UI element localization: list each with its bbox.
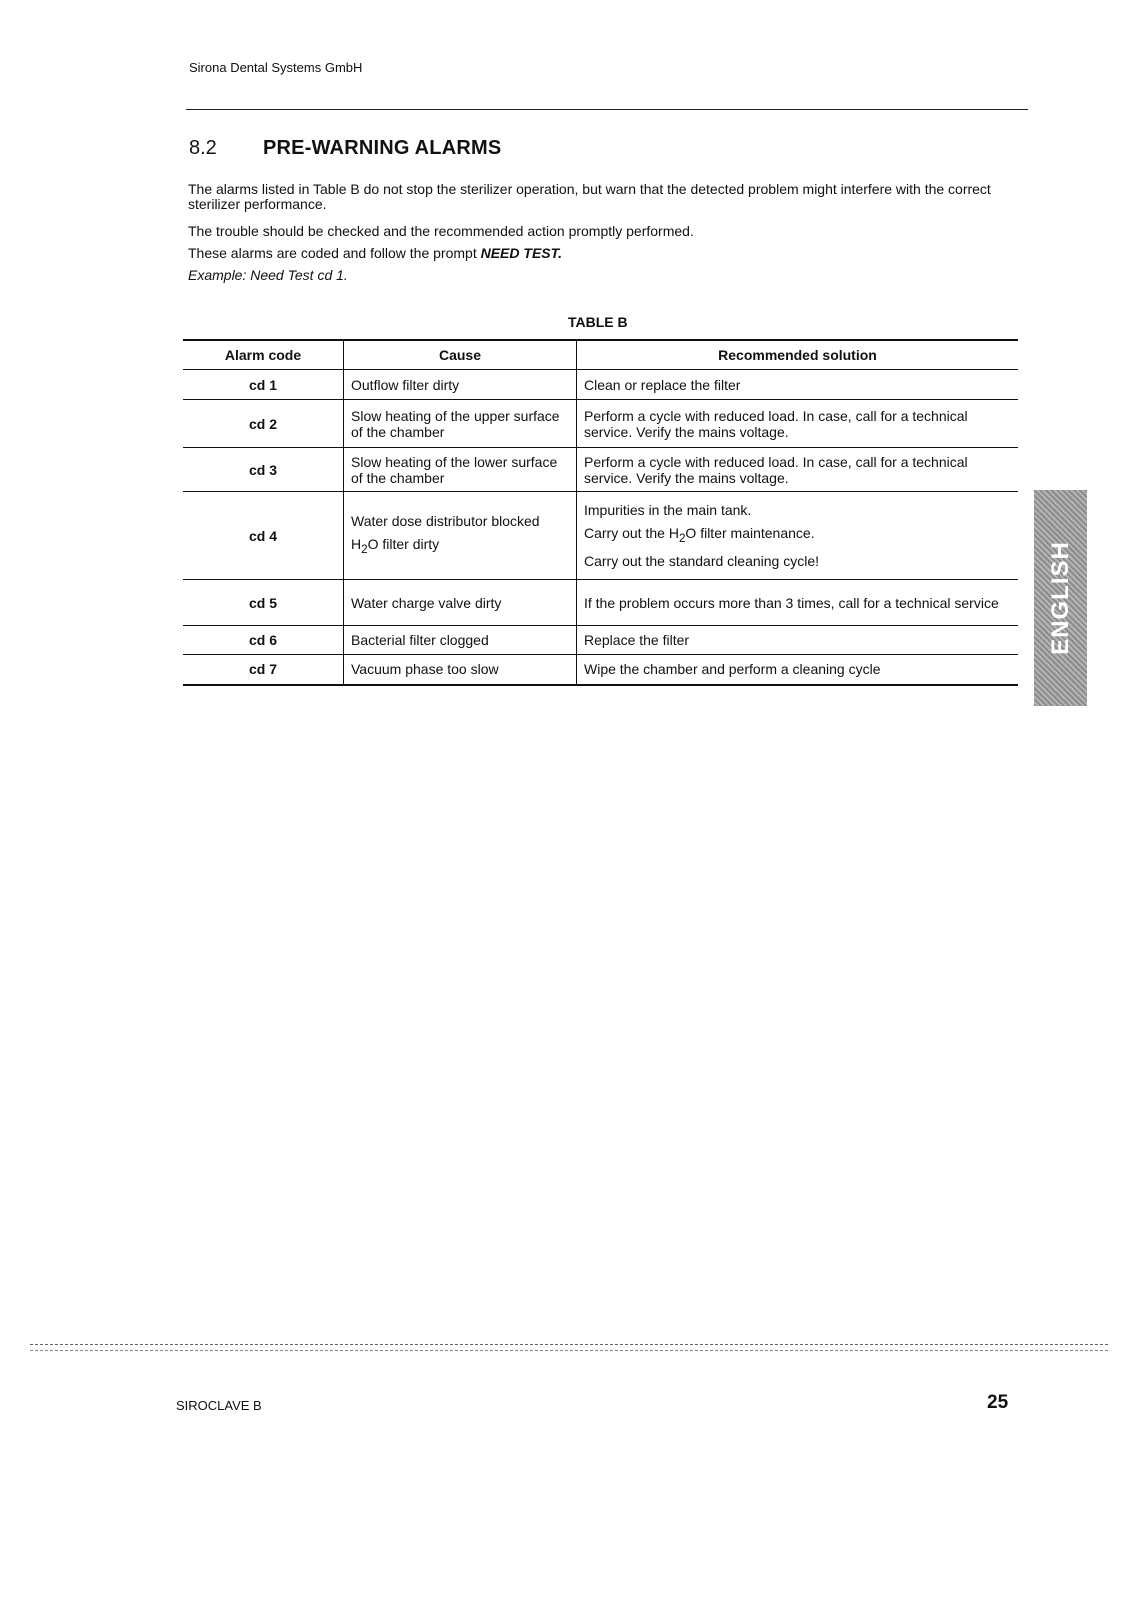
header-company: Sirona Dental Systems GmbH: [189, 60, 363, 75]
cause-line: Water dose distributor blocked: [351, 513, 540, 530]
language-tab: [1034, 490, 1087, 706]
solution-cell: Clean or replace the filter: [577, 370, 1019, 400]
cause-line: [351, 536, 569, 558]
intro-paragraph-2: The trouble should be checked and the recommended action promptly performed.: [188, 223, 694, 239]
cause-cell: Outflow filter dirty: [344, 370, 577, 400]
footer-model-name: SIROCLAVE B: [176, 1398, 262, 1413]
header-alarm-code: Alarm code: [224, 347, 302, 363]
alarm-code: cd 1: [248, 376, 277, 393]
solution-line: Impurities in the main tank.: [584, 501, 752, 518]
solution-cell: Perform a cycle with reduced load. In case, call for a technical service. Verify the mains voltage.: [577, 448, 1019, 492]
header-cause: Cause: [344, 340, 577, 370]
solution-cell: Perform a cycle with reduced load. In case, call for a technical service. Verify the mains voltage.: [577, 400, 1019, 448]
language-tab-label: ENGLISH: [1046, 541, 1074, 655]
solution-line: Carry out the standard cleaning cycle!: [584, 553, 820, 570]
cause-cell: Bacterial filter clogged: [344, 626, 577, 655]
intro-paragraph-3-text: These alarms are coded and follow the prompt: [188, 245, 481, 261]
cause-cell: Slow heating of the upper surface of the chamber: [344, 400, 577, 448]
cause-text: H: [351, 536, 362, 553]
cause-cell: [344, 492, 577, 580]
solution-cell: If the problem occurs more than 3 times, call for a technical service: [577, 580, 1019, 626]
table-title: TABLE B: [568, 314, 628, 330]
table-row: [183, 370, 1018, 400]
solution-cell: [577, 492, 1019, 580]
cause-cell: Slow heating of the lower surface of the chamber: [344, 448, 577, 492]
solution-text: O filter maintenance.: [685, 524, 815, 541]
solution-cell: Wipe the chamber and perform a cleaning cycle: [577, 655, 1019, 685]
subscript: 2: [361, 542, 368, 556]
intro-paragraph-3: [188, 246, 1028, 261]
alarm-code: cd 5: [248, 594, 277, 611]
alarm-code: cd 3: [248, 461, 277, 478]
table-row: [183, 400, 1018, 448]
solution-text: Carry out the H: [584, 524, 679, 541]
alarm-table: [183, 339, 1018, 686]
cause-cell: Vacuum phase too slow: [344, 655, 577, 685]
header-solution: Recommended solution: [577, 340, 1019, 370]
table-row: [183, 655, 1018, 685]
footer-divider: [30, 1344, 1108, 1345]
table-header-row: [183, 340, 1018, 370]
solution-line: [584, 525, 1011, 547]
table-row: [183, 492, 1018, 580]
header-divider: [186, 109, 1028, 110]
cause-text: O filter dirty: [367, 536, 440, 553]
alarm-code: cd 2: [248, 415, 277, 432]
footer-divider: [30, 1350, 1108, 1351]
table-row: [183, 626, 1018, 655]
example-line: Example: Need Test cd 1.: [188, 267, 348, 283]
alarm-code: cd 4: [248, 527, 277, 544]
alarm-code: cd 7: [248, 661, 277, 678]
alarm-code: cd 6: [248, 632, 277, 648]
cause-cell: Water charge valve dirty: [344, 580, 577, 626]
section-number: 8.2: [189, 137, 217, 159]
page-number: 25: [987, 1392, 1009, 1413]
table-row: [183, 448, 1018, 492]
need-test-prompt: NEED TEST.: [480, 245, 563, 261]
intro-paragraph-1: The alarms listed in Table B do not stop the sterilizer operation, but warn that the detected problem might interfere with the correct sterilizer performance.: [188, 181, 991, 212]
section-title: PRE-WARNING ALARMS: [263, 137, 502, 159]
solution-cell: Replace the filter: [577, 626, 1019, 655]
table-row: [183, 580, 1018, 626]
subscript: 2: [678, 531, 686, 545]
